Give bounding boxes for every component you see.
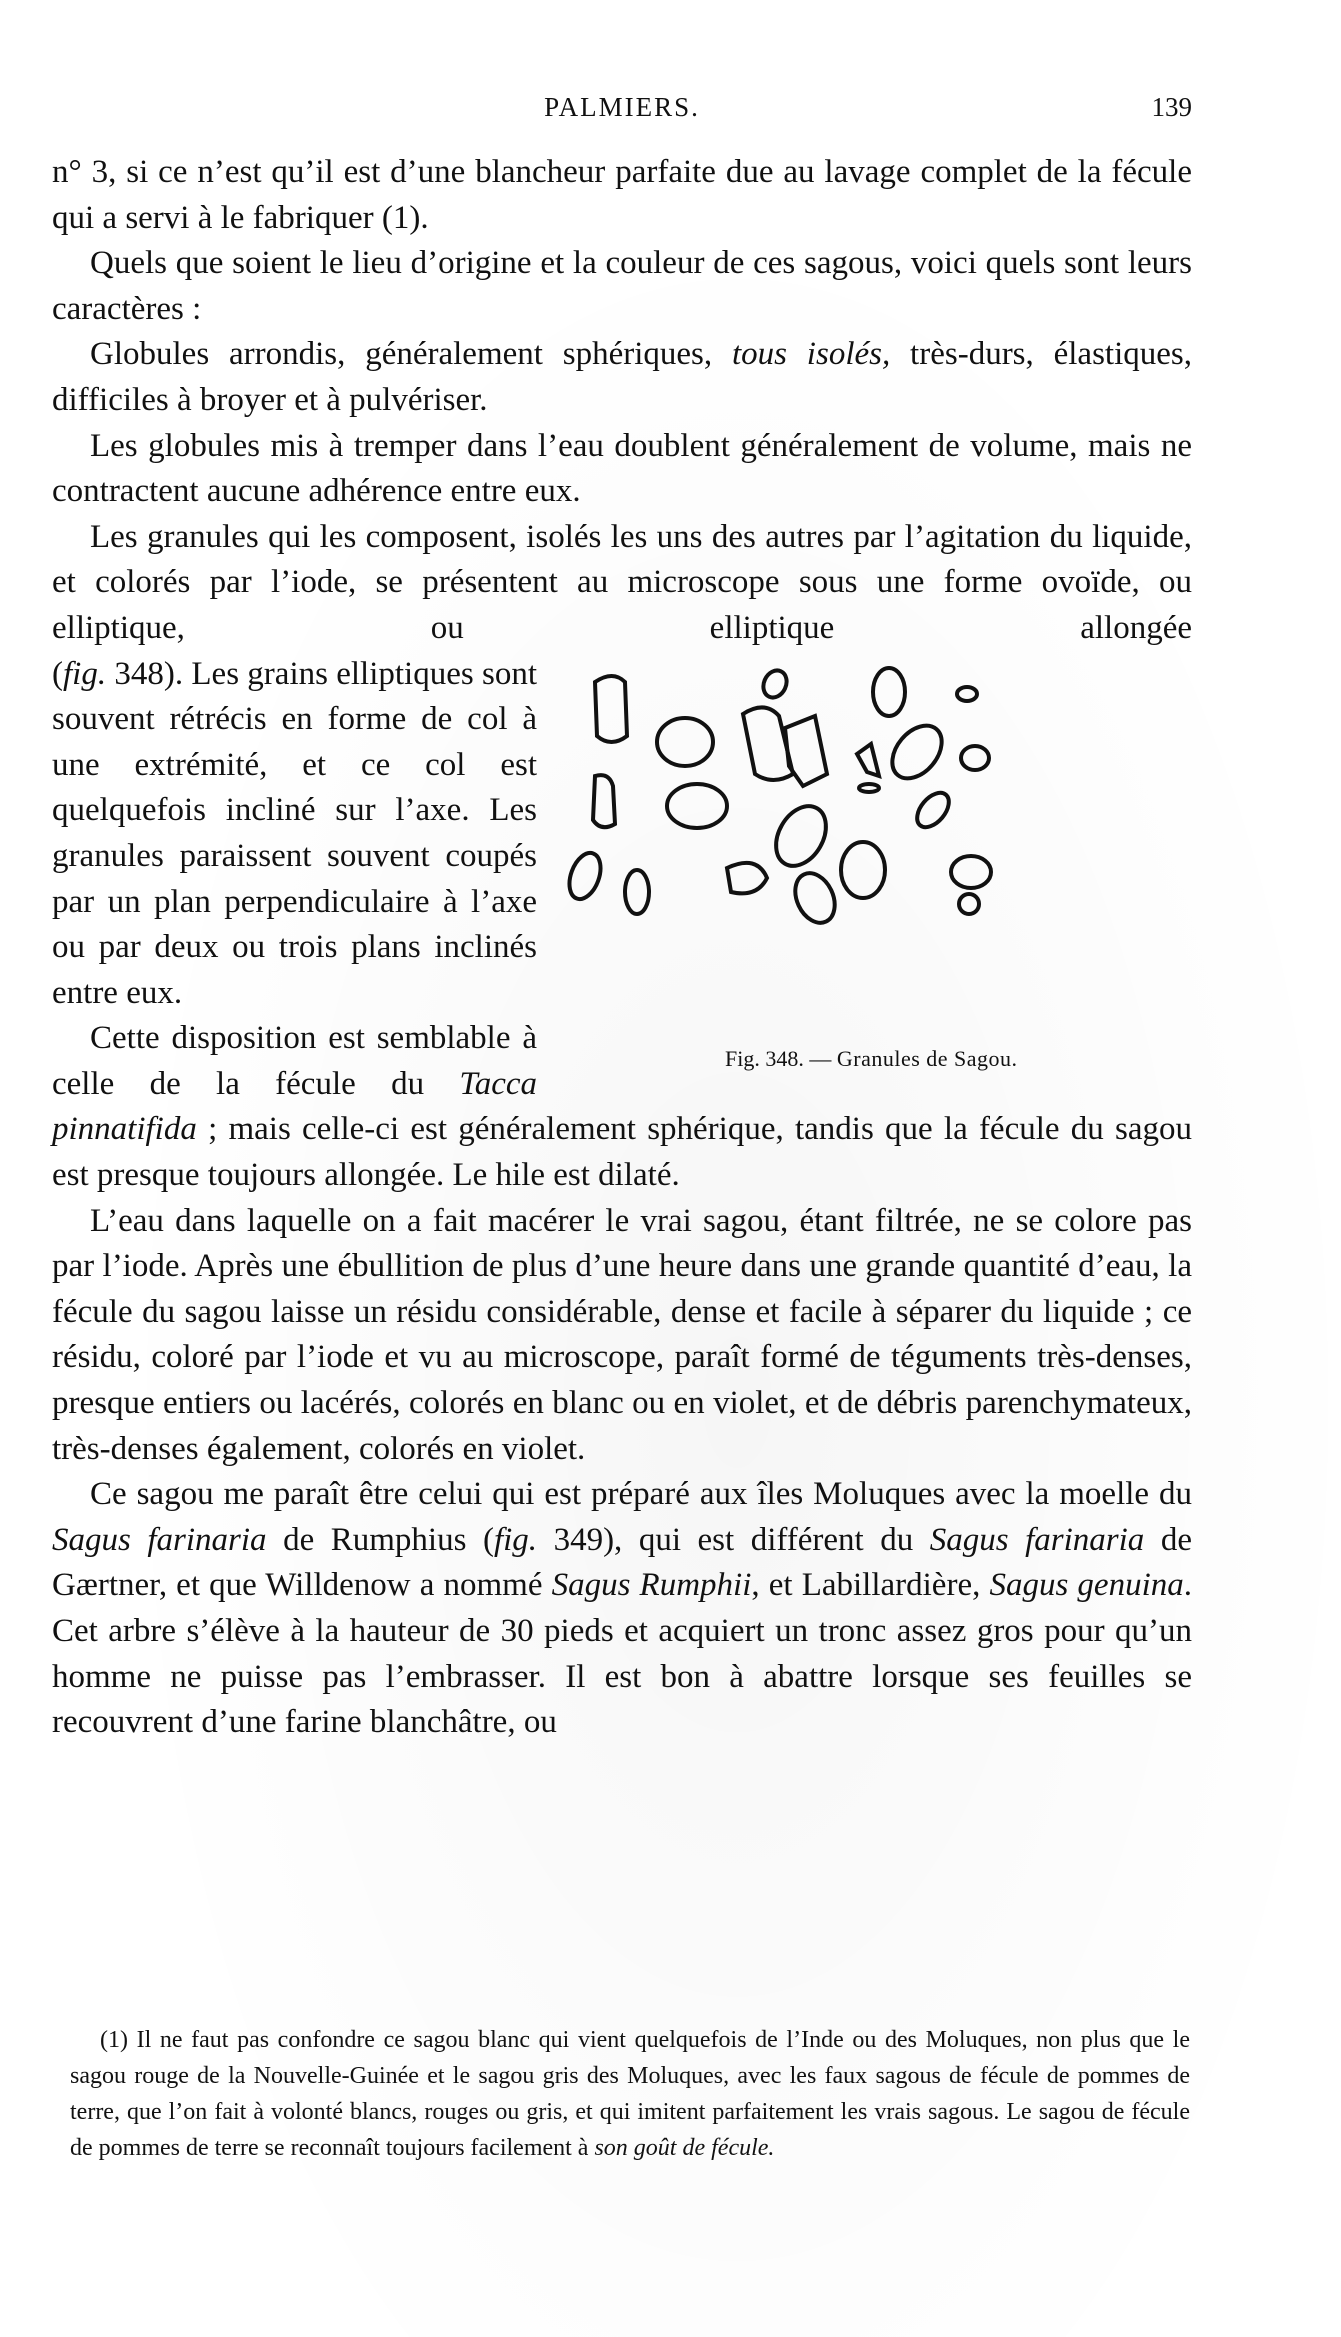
- granule-lobed: [951, 856, 991, 888]
- figure-caption: Fig. 348. — Granules de Sagou.: [725, 1045, 1018, 1071]
- granule-oval: [873, 668, 905, 716]
- granule-dot: [959, 894, 979, 914]
- granule-hilum: [567, 848, 606, 903]
- paragraph-volume: Les globules mis à tremper dans l’eau doublent généralement de volume, mais ne contractent aucune adhérence entre eux.: [52, 427, 1192, 510]
- granule-irregular: [727, 862, 767, 893]
- page-header: [52, 88, 1192, 128]
- granule-tiny: [957, 687, 977, 701]
- paragraph-granules: Les granules qui les composent, isolés les uns des autres par l’agitation du liquide, et colorés par l’iode, se présentent au microscope sous une forme ovoïde, ou elliptique, ou elliptique allongée ( Fig. 348. — Granules de Sagou. fig. 348). Les grains elliptiques sont souvent rétrécis en forme de col à une extrémité, et ce col est quelquefois incliné sur l’axe. Les granules paraissent souvent coupés par un plan perpendiculaire à l’axe ou par deux ou trois plans inclinés entre eux.: [52, 515, 1192, 1017]
- paragraph-tacca: Cette disposition est semblable à celle de la fécule du Tacca pinnatifida ; mais celle-ci est généralement sphérique, tandis que la fécule du sagou est presque toujours allongée. Le hile est dilaté.: [52, 1020, 1192, 1194]
- granules-illustration: [567, 656, 1192, 1046]
- page-number: 139: [1151, 92, 1192, 122]
- granule-inclined: [882, 716, 951, 788]
- paragraph-origin: Quels que soient le lieu d’origine et la couleur de ces sagous, voici quels sont leurs caractères :: [52, 245, 1192, 327]
- running-title: PALMIERS.: [544, 92, 700, 122]
- paragraph-maceration: L’eau dans laquelle on a fait macérer le vrai sagou, étant filtrée, ne se colore pas par l’iode. Après une ébullition de plus d’une heure dans une grande quantité d’eau, la fécule du sagou laisse un résidu considérable, dense et facile à séparer du liquide ; ce résidu, coloré par l’iode et vu au microscope, paraît formé de téguments très-denses, presque entiers ou lacérés, colorés en blanc ou en violet, et de débris parenchymateux, très-denses également, colorés en violet.: [52, 1202, 1192, 1467]
- granule-upright: [625, 870, 649, 914]
- granule-narrow: [593, 775, 615, 827]
- granule-sliver: [859, 784, 879, 792]
- paragraph-continuation: n° 3, si ce n’est qu’il est d’une blancheur parfaite due au lavage complet de la fécule qui a servi à le fabriquer (1).: [52, 154, 1192, 236]
- granule-big: [766, 797, 836, 874]
- granule-flat: [667, 784, 727, 828]
- paragraph-moluques: Ce sagou me paraît être celui qui est préparé aux îles Moluques avec la moelle du Sagus farinaria de Rumphius (fig. 349), qui est différent du Sagus farinaria de Gærtner, et que Willdenow a nommé Sagus Rumphii, et Labillardière, Sagus genuina. Cet arbre s’élève à la hauteur de 30 pieds et acquiert un tronc assez gros pour qu’un homme ne puisse pas l’embrasser. Il est bon à abattre lorsque ses feuilles se recouvrent d’une farine blanchâtre, ou: [52, 1476, 1192, 1741]
- footnote: (1) Il ne faut pas confondre ce sagou blanc qui vient quelquefois de l’Inde ou des Moluques, non plus que le sagou rouge de la Nouvelle-Guinée et le sagou gris des Moluques, avec les faux sagous de fécule de pommes de terre, que l’on fait à volonté blancs, rouges ou gris, et qui imitent parfaitement les vrais sagous. Le sagou de fécule de pommes de terre se reconnaît toujours facilement à son goût de fécule.: [70, 2027, 1190, 2161]
- figure-348: [567, 656, 1192, 1091]
- paragraph-globules: Globules arrondis, généralement sphériques, tous isolés, très-durs, élastiques, difficiles à broyer et à pulvériser.: [52, 336, 1192, 418]
- granule-oblong: [595, 676, 627, 742]
- granule-cone: [857, 744, 879, 776]
- granule-tilted: [788, 866, 843, 928]
- body-text: [52, 150, 1192, 1746]
- granule-small: [759, 666, 791, 701]
- granule-small-round: [961, 746, 989, 770]
- granule-slanted: [911, 786, 955, 832]
- granule-notched: [841, 842, 885, 898]
- granule-round: [657, 718, 713, 766]
